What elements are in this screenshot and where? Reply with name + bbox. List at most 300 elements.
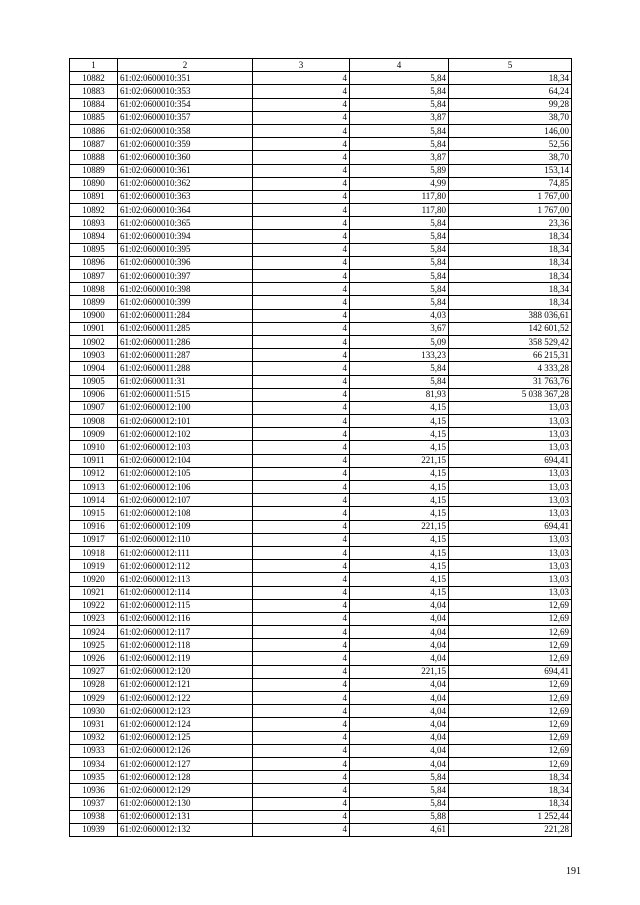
table-cell-col4: 4,04: [350, 705, 449, 718]
table-cell-col1: 10933: [70, 744, 118, 757]
table-cell-col2: 61:02:0600012:127: [118, 757, 253, 770]
table-cell-col5: 13,03: [449, 586, 572, 599]
table-cell-col2: 61:02:0600012:129: [118, 784, 253, 797]
table-cell-col3: 4: [253, 797, 350, 810]
table-row: [70, 771, 572, 784]
table-cell-col3: 4: [253, 560, 350, 573]
table-cell-col4: 5,84: [350, 771, 449, 784]
table-cell-col3: 4: [253, 652, 350, 665]
table-cell-col2: 61:02:0600012:123: [118, 705, 253, 718]
table-cell-col1: 10907: [70, 401, 118, 414]
table-cell-col3: 4: [253, 230, 350, 243]
table-cell-col4: 5,84: [350, 98, 449, 111]
table-cell-col5: 1 767,00: [449, 190, 572, 203]
register-table: [69, 58, 572, 837]
table-cell-col1: 10917: [70, 533, 118, 546]
table-cell-col4: 5,84: [350, 797, 449, 810]
table-cell-col1: 10926: [70, 652, 118, 665]
table-cell-col2: 61:02:0600010:399: [118, 296, 253, 309]
table-cell-col4: 221,15: [350, 520, 449, 533]
table-cell-col2: 61:02:0600012:128: [118, 771, 253, 784]
table-cell-col2: 61:02:0600011:285: [118, 322, 253, 335]
page-number: 191: [566, 866, 581, 877]
table-cell-col5: 13,03: [449, 533, 572, 546]
table-cell-col4: 4,04: [350, 652, 449, 665]
table-cell-col5: 142 601,52: [449, 322, 572, 335]
table-cell-col4: 5,84: [350, 296, 449, 309]
table-cell-col3: 4: [253, 639, 350, 652]
table-row: [70, 217, 572, 230]
table-row: [70, 757, 572, 770]
table-cell-col4: 5,84: [350, 217, 449, 230]
table-cell-col3: 4: [253, 204, 350, 217]
table-cell-col4: 5,84: [350, 256, 449, 269]
table-cell-col5: 18,34: [449, 784, 572, 797]
table-row: [70, 586, 572, 599]
table-row: [70, 375, 572, 388]
table-cell-col2: 61:02:0600010:397: [118, 270, 253, 283]
table-cell-col2: 61:02:0600012:114: [118, 586, 253, 599]
table-row: [70, 507, 572, 520]
table-cell-col2: 61:02:0600010:395: [118, 243, 253, 256]
table-cell-col2: 61:02:0600012:132: [118, 823, 253, 836]
table-cell-col5: 18,34: [449, 230, 572, 243]
table-cell-col5: 18,34: [449, 283, 572, 296]
table-cell-col3: 4: [253, 494, 350, 507]
table-cell-col5: 12,69: [449, 626, 572, 639]
table-cell-col5: 12,69: [449, 599, 572, 612]
table-cell-col3: 4: [253, 309, 350, 322]
table-row: [70, 520, 572, 533]
table-cell-col2: 61:02:0600010:360: [118, 151, 253, 164]
table-cell-col3: 4: [253, 705, 350, 718]
table-cell-col3: 4: [253, 375, 350, 388]
table-cell-col2: 61:02:0600012:116: [118, 612, 253, 625]
table-cell-col2: 61:02:0600012:120: [118, 665, 253, 678]
table-row: [70, 388, 572, 401]
table-cell-col1: 10936: [70, 784, 118, 797]
table-row: [70, 494, 572, 507]
table-cell-col2: 61:02:0600012:121: [118, 678, 253, 691]
table-cell-col1: 10911: [70, 454, 118, 467]
table-cell-col1: 10939: [70, 823, 118, 836]
table-cell-col4: 5,84: [350, 230, 449, 243]
table-cell-col4: 5,88: [350, 810, 449, 823]
table-cell-col3: 4: [253, 586, 350, 599]
table-cell-col4: 5,84: [350, 138, 449, 151]
table-cell-col1: 10883: [70, 85, 118, 98]
table-cell-col2: 61:02:0600012:106: [118, 481, 253, 494]
table-cell-col5: 5 038 367,28: [449, 388, 572, 401]
table-cell-col3: 4: [253, 757, 350, 770]
table-cell-col1: 10921: [70, 586, 118, 599]
table-cell-col4: 4,04: [350, 626, 449, 639]
table-cell-col4: 3,67: [350, 322, 449, 335]
table-cell-col4: 5,84: [350, 243, 449, 256]
table-cell-col2: 61:02:0600011:284: [118, 309, 253, 322]
table-cell-col2: 61:02:0600010:358: [118, 124, 253, 137]
table-cell-col1: 10912: [70, 467, 118, 480]
table-cell-col2: 61:02:0600012:102: [118, 428, 253, 441]
table-cell-col2: 61:02:0600012:112: [118, 560, 253, 573]
table-cell-col5: 31 763,76: [449, 375, 572, 388]
table-row: [70, 270, 572, 283]
table-row: [70, 296, 572, 309]
table-cell-col4: 4,04: [350, 599, 449, 612]
table-cell-col3: 4: [253, 731, 350, 744]
table-cell-col1: 10909: [70, 428, 118, 441]
table-cell-col3: 4: [253, 507, 350, 520]
table-cell-col5: 4 333,28: [449, 362, 572, 375]
table-row: [70, 744, 572, 757]
table-row: [70, 823, 572, 836]
table-cell-col3: 4: [253, 692, 350, 705]
table-cell-col1: 10886: [70, 124, 118, 137]
table-row: [70, 362, 572, 375]
table-cell-col4: 4,04: [350, 639, 449, 652]
table-cell-col3: 4: [253, 520, 350, 533]
table-row: [70, 481, 572, 494]
table-cell-col4: 4,03: [350, 309, 449, 322]
table-cell-col2: 61:02:0600012:103: [118, 441, 253, 454]
table-row: [70, 190, 572, 203]
table-cell-col2: 61:02:0600012:117: [118, 626, 253, 639]
table-cell-col4: 81,93: [350, 388, 449, 401]
table-cell-col4: 5,84: [350, 124, 449, 137]
table-cell-col3: 4: [253, 771, 350, 784]
table-cell-col1: 10927: [70, 665, 118, 678]
table-cell-col5: 13,03: [449, 467, 572, 480]
table-row: [70, 665, 572, 678]
table-row: [70, 256, 572, 269]
table-cell-col1: 10924: [70, 626, 118, 639]
table-row: [70, 652, 572, 665]
table-cell-col3: 4: [253, 217, 350, 230]
table-cell-col4: 221,15: [350, 665, 449, 678]
table-cell-col5: 13,03: [449, 428, 572, 441]
table-cell-col5: 146,00: [449, 124, 572, 137]
table-cell-col2: 61:02:0600010:363: [118, 190, 253, 203]
table-cell-col4: 3,87: [350, 151, 449, 164]
table-row: [70, 243, 572, 256]
table-cell-col2: 61:02:0600011:31: [118, 375, 253, 388]
table-cell-col5: 1 252,44: [449, 810, 572, 823]
table-cell-col3: 4: [253, 441, 350, 454]
table-cell-col5: 694,41: [449, 520, 572, 533]
table-cell-col2: 61:02:0600010:361: [118, 164, 253, 177]
table-cell-col1: 10929: [70, 692, 118, 705]
table-row: [70, 784, 572, 797]
table-cell-col2: 61:02:0600012:111: [118, 546, 253, 559]
table-cell-col4: 221,15: [350, 454, 449, 467]
table-cell-col5: 694,41: [449, 665, 572, 678]
table-row: [70, 599, 572, 612]
table-row: [70, 639, 572, 652]
table-cell-col1: 10904: [70, 362, 118, 375]
table-cell-col4: 4,15: [350, 415, 449, 428]
table-cell-col5: 13,03: [449, 573, 572, 586]
table-cell-col5: 52,56: [449, 138, 572, 151]
table-cell-col4: 4,15: [350, 560, 449, 573]
table-cell-col4: 4,04: [350, 612, 449, 625]
table-cell-col5: 18,34: [449, 771, 572, 784]
table-cell-col5: 64,24: [449, 85, 572, 98]
table-cell-col5: 12,69: [449, 639, 572, 652]
table-cell-col4: 4,15: [350, 586, 449, 599]
table-cell-col3: 4: [253, 256, 350, 269]
table-cell-col3: 4: [253, 72, 350, 85]
table-cell-col4: 4,61: [350, 823, 449, 836]
table-row: [70, 797, 572, 810]
table-cell-col4: 4,15: [350, 401, 449, 414]
table-cell-col5: 12,69: [449, 692, 572, 705]
table-cell-col5: 13,03: [449, 546, 572, 559]
table-cell-col5: 18,34: [449, 296, 572, 309]
table-cell-col2: 61:02:0600010:398: [118, 283, 253, 296]
table-row: [70, 678, 572, 691]
table-cell-col3: 4: [253, 322, 350, 335]
table-cell-col5: 12,69: [449, 718, 572, 731]
table-cell-col1: 10894: [70, 230, 118, 243]
table-cell-col1: 10920: [70, 573, 118, 586]
table-cell-col3: 4: [253, 665, 350, 678]
table-cell-col2: 61:02:0600010:359: [118, 138, 253, 151]
table-cell-col4: 5,89: [350, 164, 449, 177]
table-row: [70, 626, 572, 639]
table-row: [70, 546, 572, 559]
table-cell-col4: 5,84: [350, 283, 449, 296]
table-cell-col1: 10938: [70, 810, 118, 823]
table-cell-col2: 61:02:0600012:125: [118, 731, 253, 744]
table-cell-col2: 61:02:0600012:122: [118, 692, 253, 705]
table-cell-col5: 13,03: [449, 481, 572, 494]
table-cell-col5: 13,03: [449, 401, 572, 414]
table-cell-col2: 61:02:0600012:124: [118, 718, 253, 731]
table-cell-col1: 10890: [70, 177, 118, 190]
table-cell-col4: 5,09: [350, 335, 449, 348]
table-row: [70, 415, 572, 428]
table-cell-col5: 18,34: [449, 243, 572, 256]
table-cell-col1: 10931: [70, 718, 118, 731]
table-cell-col3: 4: [253, 164, 350, 177]
table-row: [70, 177, 572, 190]
table-cell-col3: 4: [253, 388, 350, 401]
table-cell-col3: 4: [253, 678, 350, 691]
table-row: [70, 111, 572, 124]
table-cell-col5: 13,03: [449, 415, 572, 428]
table-cell-col5: 13,03: [449, 507, 572, 520]
table-cell-col2: 61:02:0600010:396: [118, 256, 253, 269]
table-cell-col5: 388 036,61: [449, 309, 572, 322]
table-cell-col1: 10923: [70, 612, 118, 625]
table-cell-col2: 61:02:0600011:286: [118, 335, 253, 348]
table-row: [70, 85, 572, 98]
table-cell-col3: 4: [253, 283, 350, 296]
table-cell-col2: 61:02:0600010:351: [118, 72, 253, 85]
table-cell-col5: 12,69: [449, 757, 572, 770]
table-cell-col1: 10930: [70, 705, 118, 718]
table-cell-col5: 12,69: [449, 731, 572, 744]
table-row: [70, 322, 572, 335]
table-cell-col3: 4: [253, 138, 350, 151]
column-header-5: 5: [449, 59, 572, 72]
table-cell-col2: 61:02:0600012:100: [118, 401, 253, 414]
table-row: [70, 72, 572, 85]
table-cell-col2: 61:02:0600010:357: [118, 111, 253, 124]
table-cell-col4: 4,15: [350, 507, 449, 520]
table-cell-col1: 10899: [70, 296, 118, 309]
table-cell-col2: 61:02:0600012:107: [118, 494, 253, 507]
table-row: [70, 612, 572, 625]
table-cell-col2: 61:02:0600012:119: [118, 652, 253, 665]
table-cell-col4: 5,84: [350, 362, 449, 375]
table-cell-col1: 10901: [70, 322, 118, 335]
table-cell-col1: 10908: [70, 415, 118, 428]
table-cell-col5: 18,34: [449, 270, 572, 283]
table-cell-col4: 4,15: [350, 467, 449, 480]
table-cell-col1: 10898: [70, 283, 118, 296]
table-cell-col2: 61:02:0600012:118: [118, 639, 253, 652]
table-cell-col1: 10925: [70, 639, 118, 652]
table-cell-col3: 4: [253, 599, 350, 612]
table-row: [70, 335, 572, 348]
table-cell-col5: 358 529,42: [449, 335, 572, 348]
table-cell-col4: 5,84: [350, 85, 449, 98]
table-row: [70, 204, 572, 217]
table-cell-col5: 221,28: [449, 823, 572, 836]
table-cell-col1: 10914: [70, 494, 118, 507]
table-row: [70, 283, 572, 296]
table-cell-col2: 61:02:0600011:288: [118, 362, 253, 375]
table-cell-col4: 4,04: [350, 731, 449, 744]
table-cell-col2: 61:02:0600011:287: [118, 349, 253, 362]
table-cell-col5: 12,69: [449, 705, 572, 718]
table-cell-col3: 4: [253, 454, 350, 467]
table-cell-col4: 4,15: [350, 428, 449, 441]
table-cell-col1: 10882: [70, 72, 118, 85]
table-row: [70, 230, 572, 243]
table-cell-col1: 10934: [70, 757, 118, 770]
table-row: [70, 718, 572, 731]
table-cell-col2: 61:02:0600011:515: [118, 388, 253, 401]
table-cell-col1: 10896: [70, 256, 118, 269]
table-cell-col4: 5,84: [350, 784, 449, 797]
table-cell-col5: 13,03: [449, 494, 572, 507]
table-cell-col5: 13,03: [449, 441, 572, 454]
table-cell-col3: 4: [253, 362, 350, 375]
table-cell-col1: 10906: [70, 388, 118, 401]
table-cell-col5: 18,34: [449, 797, 572, 810]
table-row: [70, 309, 572, 322]
table-cell-col2: 61:02:0600012:101: [118, 415, 253, 428]
table-cell-col5: 153,14: [449, 164, 572, 177]
table-cell-col1: 10893: [70, 217, 118, 230]
table-cell-col5: 23,36: [449, 217, 572, 230]
table-cell-col3: 4: [253, 626, 350, 639]
header-row: [70, 59, 572, 72]
table-cell-col2: 61:02:0600012:131: [118, 810, 253, 823]
table-cell-col4: 4,15: [350, 573, 449, 586]
table-cell-col1: 10900: [70, 309, 118, 322]
table-cell-col1: 10903: [70, 349, 118, 362]
table-cell-col1: 10916: [70, 520, 118, 533]
table-cell-col1: 10922: [70, 599, 118, 612]
table-cell-col5: 66 215,31: [449, 349, 572, 362]
table-cell-col5: 38,70: [449, 151, 572, 164]
column-header-4: 4: [350, 59, 449, 72]
table-row: [70, 401, 572, 414]
table-row: [70, 349, 572, 362]
table-cell-col3: 4: [253, 335, 350, 348]
table-cell-col3: 4: [253, 401, 350, 414]
table-cell-col3: 4: [253, 428, 350, 441]
table-cell-col3: 4: [253, 415, 350, 428]
table-cell-col3: 4: [253, 744, 350, 757]
table-cell-col1: 10885: [70, 111, 118, 124]
table-cell-col1: 10905: [70, 375, 118, 388]
table-row: [70, 151, 572, 164]
table-cell-col5: 12,69: [449, 744, 572, 757]
table-cell-col1: 10910: [70, 441, 118, 454]
table-cell-col1: 10928: [70, 678, 118, 691]
table-cell-col2: 61:02:0600010:364: [118, 204, 253, 217]
table-cell-col1: 10891: [70, 190, 118, 203]
table-cell-col2: 61:02:0600012:113: [118, 573, 253, 586]
table-row: [70, 138, 572, 151]
table-cell-col4: 4,04: [350, 678, 449, 691]
table-cell-col2: 61:02:0600012:109: [118, 520, 253, 533]
table-cell-col4: 4,04: [350, 757, 449, 770]
table-cell-col4: 3,87: [350, 111, 449, 124]
table-cell-col4: 133,23: [350, 349, 449, 362]
table-cell-col1: 10884: [70, 98, 118, 111]
column-header-1: 1: [70, 59, 118, 72]
table-cell-col3: 4: [253, 823, 350, 836]
table-cell-col3: 4: [253, 546, 350, 559]
table-cell-col2: 61:02:0600012:104: [118, 454, 253, 467]
table-cell-col5: 99,28: [449, 98, 572, 111]
table-row: [70, 441, 572, 454]
table-cell-col2: 61:02:0600012:108: [118, 507, 253, 520]
table-cell-col2: 61:02:0600010:365: [118, 217, 253, 230]
table-cell-col1: 10937: [70, 797, 118, 810]
table-row: [70, 467, 572, 480]
table-cell-col1: 10897: [70, 270, 118, 283]
table-cell-col3: 4: [253, 124, 350, 137]
table-cell-col4: 4,15: [350, 546, 449, 559]
table-cell-col5: 38,70: [449, 111, 572, 124]
table-cell-col1: 10913: [70, 481, 118, 494]
table-cell-col1: 10935: [70, 771, 118, 784]
table-cell-col5: 74,85: [449, 177, 572, 190]
table-cell-col4: 4,99: [350, 177, 449, 190]
table-cell-col3: 4: [253, 467, 350, 480]
table-cell-col2: 61:02:0600012:105: [118, 467, 253, 480]
table-cell-col1: 10919: [70, 560, 118, 573]
table-cell-col2: 61:02:0600012:115: [118, 599, 253, 612]
table-row: [70, 731, 572, 744]
table-cell-col3: 4: [253, 481, 350, 494]
table-cell-col5: 694,41: [449, 454, 572, 467]
table-row: [70, 533, 572, 546]
table-cell-col4: 4,15: [350, 481, 449, 494]
table-cell-col1: 10915: [70, 507, 118, 520]
table-cell-col3: 4: [253, 98, 350, 111]
table-cell-col5: 13,03: [449, 560, 572, 573]
table-cell-col3: 4: [253, 296, 350, 309]
table-row: [70, 560, 572, 573]
table-cell-col4: 4,15: [350, 533, 449, 546]
